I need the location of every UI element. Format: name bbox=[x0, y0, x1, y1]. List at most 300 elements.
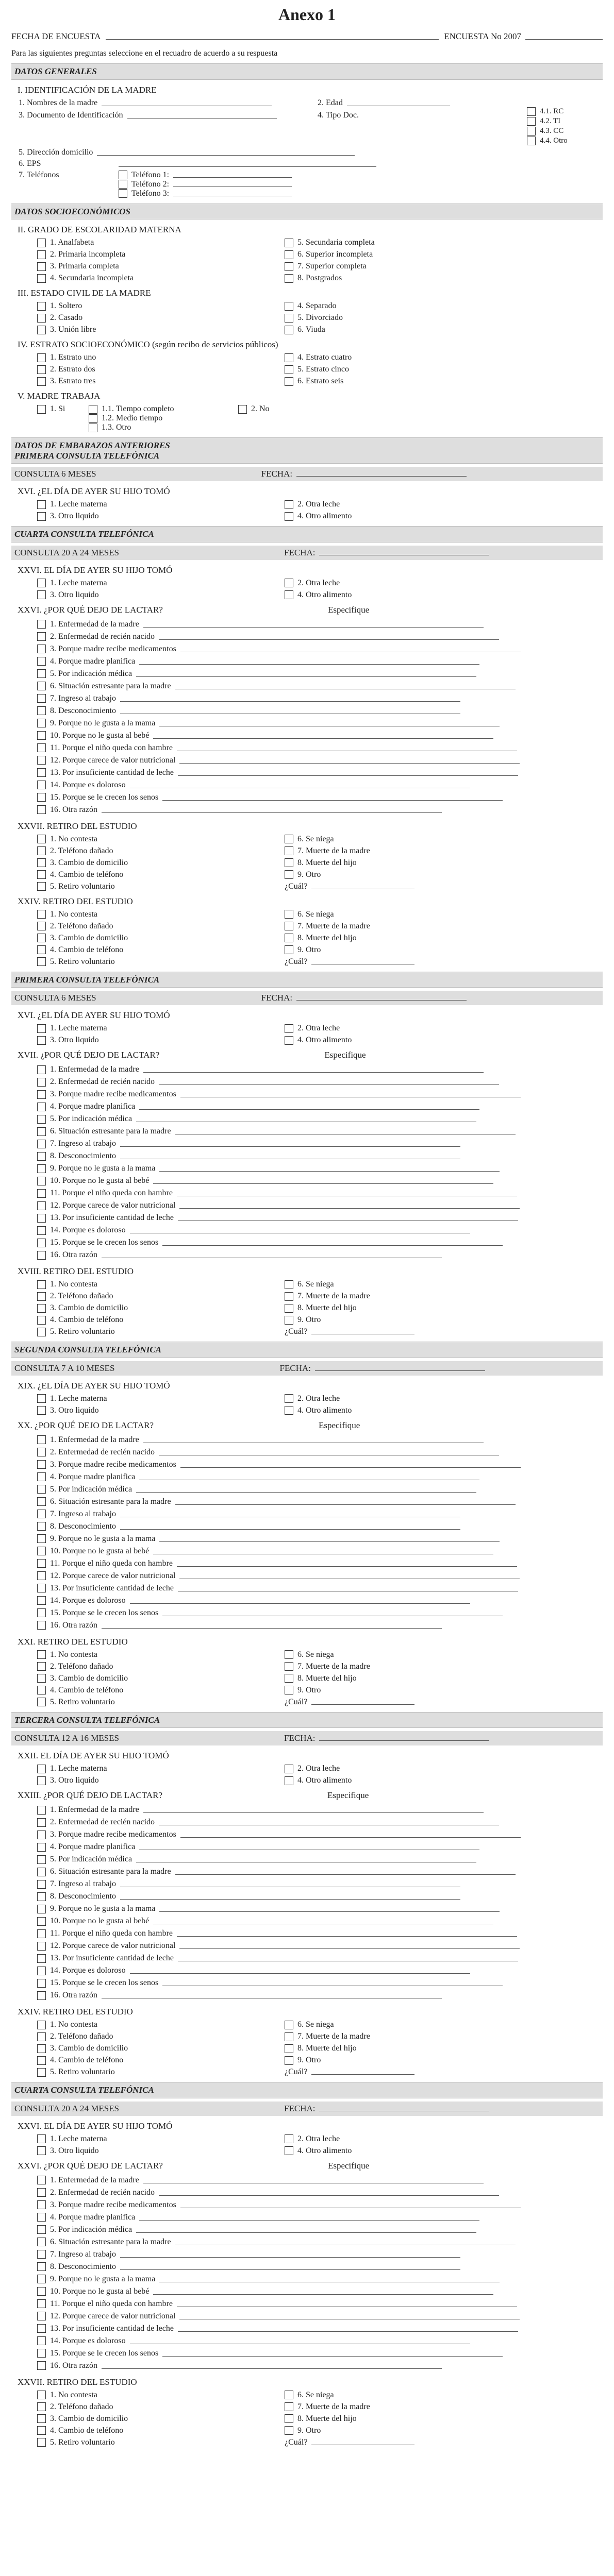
reason-checkbox[interactable] bbox=[37, 2238, 46, 2246]
reason-specify-field[interactable] bbox=[180, 1837, 521, 1838]
band-embarazos bbox=[11, 437, 603, 464]
reason-specify-field[interactable] bbox=[120, 1899, 460, 1900]
reason-specify-field[interactable] bbox=[120, 701, 460, 702]
reason-specify-field[interactable] bbox=[162, 2355, 503, 2357]
reason-checkbox[interactable] bbox=[37, 793, 46, 802]
reason-specify-field[interactable] bbox=[159, 1824, 499, 1825]
reason-specify-field[interactable] bbox=[180, 1467, 521, 1468]
reason-checkbox[interactable] bbox=[37, 2324, 46, 2333]
reason-specify-field[interactable] bbox=[139, 1849, 479, 1850]
checkbox-otro-trabajo[interactable] bbox=[89, 423, 97, 432]
reason-specify-field[interactable] bbox=[153, 1553, 493, 1554]
reason-specify-field[interactable] bbox=[162, 1985, 503, 1986]
option-checkbox[interactable] bbox=[285, 2044, 293, 2053]
reason-checkbox[interactable] bbox=[37, 731, 46, 740]
reason-checkbox[interactable] bbox=[37, 1892, 46, 1901]
reason-checkbox[interactable] bbox=[37, 781, 46, 789]
reason-checkbox[interactable] bbox=[37, 719, 46, 727]
option-checkbox[interactable] bbox=[285, 2426, 293, 2435]
reason-checkbox[interactable] bbox=[37, 1979, 46, 1988]
reason-checkbox[interactable] bbox=[37, 1065, 46, 1074]
reason-checkbox[interactable] bbox=[37, 1608, 46, 1617]
checkbox-ti[interactable] bbox=[527, 117, 536, 126]
edad-field[interactable] bbox=[347, 105, 450, 106]
reason-checkbox[interactable] bbox=[37, 1140, 46, 1148]
option-checkbox[interactable] bbox=[285, 1406, 293, 1415]
option-checkbox[interactable] bbox=[37, 2044, 46, 2053]
reason-specify-field[interactable] bbox=[178, 775, 518, 776]
reason-checkbox[interactable] bbox=[37, 2176, 46, 2184]
option-item bbox=[285, 238, 527, 247]
fecha-encuesta-field[interactable] bbox=[106, 39, 439, 40]
reason-checkbox[interactable] bbox=[37, 706, 46, 715]
option-checkbox[interactable] bbox=[285, 2414, 293, 2423]
cual-field[interactable] bbox=[311, 888, 414, 889]
option-checkbox[interactable] bbox=[285, 239, 293, 247]
eps-field[interactable] bbox=[119, 166, 376, 167]
reason-checkbox[interactable] bbox=[37, 2361, 46, 2370]
option-checkbox[interactable] bbox=[285, 377, 293, 386]
option-checkbox[interactable] bbox=[285, 1036, 293, 1045]
reason-specify-field[interactable] bbox=[153, 1923, 493, 1924]
option-checkbox[interactable] bbox=[285, 2402, 293, 2411]
reason-checkbox[interactable] bbox=[37, 756, 46, 765]
telefono-field[interactable] bbox=[173, 186, 292, 187]
reason-checkbox[interactable] bbox=[37, 1880, 46, 1889]
reason-checkbox[interactable] bbox=[37, 1472, 46, 1481]
option-checkbox[interactable] bbox=[285, 1662, 293, 1671]
reason-specify-field[interactable] bbox=[159, 725, 500, 726]
reason-checkbox[interactable] bbox=[37, 2312, 46, 2320]
reason-specify-field[interactable] bbox=[120, 1886, 460, 1887]
option-checkbox[interactable] bbox=[285, 365, 293, 374]
option-checkbox[interactable] bbox=[37, 314, 46, 323]
cual-field[interactable] bbox=[311, 963, 414, 964]
reason-specify-field[interactable] bbox=[120, 1158, 460, 1159]
option-checkbox[interactable] bbox=[37, 1650, 46, 1659]
option-checkbox[interactable] bbox=[37, 1394, 46, 1403]
reason-checkbox[interactable] bbox=[37, 1806, 46, 1815]
option-checkbox[interactable] bbox=[37, 858, 46, 867]
reason-checkbox[interactable] bbox=[37, 1917, 46, 1926]
reason-checkbox[interactable] bbox=[37, 1090, 46, 1099]
checkbox-trabaja-no[interactable] bbox=[238, 405, 247, 414]
reason-specify-field[interactable] bbox=[120, 1529, 460, 1530]
reason-specify-field[interactable] bbox=[179, 1578, 520, 1579]
reason-specify-field[interactable] bbox=[180, 651, 521, 652]
option-checkbox[interactable] bbox=[37, 2146, 46, 2155]
fecha-field[interactable] bbox=[319, 1740, 489, 1741]
reason-specify-field[interactable] bbox=[136, 676, 476, 677]
option-checkbox[interactable] bbox=[37, 1304, 46, 1313]
option-checkbox[interactable] bbox=[37, 1024, 46, 1033]
option-checkbox[interactable] bbox=[37, 870, 46, 879]
reason-checkbox[interactable] bbox=[37, 1868, 46, 1876]
option-checkbox[interactable] bbox=[285, 922, 293, 930]
option-checkbox[interactable] bbox=[285, 2021, 293, 2029]
reason-specify-field[interactable] bbox=[130, 1973, 470, 1974]
reason-checkbox[interactable] bbox=[37, 1991, 46, 2000]
checkbox-cc[interactable] bbox=[527, 127, 536, 135]
option-checkbox[interactable] bbox=[37, 2032, 46, 2041]
option-checkbox[interactable] bbox=[285, 2134, 293, 2143]
reason-specify-field[interactable] bbox=[175, 1504, 516, 1505]
reason-checkbox[interactable] bbox=[37, 1510, 46, 1518]
reason-checkbox[interactable] bbox=[37, 1596, 46, 1605]
reason-specify-field[interactable] bbox=[136, 1121, 476, 1122]
reason-checkbox[interactable] bbox=[37, 1522, 46, 1531]
reason-checkbox[interactable] bbox=[37, 2336, 46, 2345]
reason-checkbox[interactable] bbox=[37, 1621, 46, 1630]
checkbox-telefono-3[interactable] bbox=[119, 189, 127, 198]
documento-field[interactable] bbox=[127, 117, 277, 118]
fecha-field[interactable] bbox=[315, 1370, 485, 1371]
option-checkbox[interactable] bbox=[285, 512, 293, 521]
reason-checkbox[interactable] bbox=[37, 2213, 46, 2222]
reason-checkbox[interactable] bbox=[37, 743, 46, 752]
reason-specify-field[interactable] bbox=[179, 2318, 520, 2319]
reason-checkbox[interactable] bbox=[37, 1460, 46, 1469]
option-checkbox[interactable] bbox=[37, 1776, 46, 1785]
reason-checkbox[interactable] bbox=[37, 2188, 46, 2197]
option-checkbox[interactable] bbox=[37, 1765, 46, 1773]
reason-specify-field[interactable] bbox=[102, 1257, 442, 1258]
reason-checkbox[interactable] bbox=[37, 1103, 46, 1111]
reason-checkbox[interactable] bbox=[37, 694, 46, 703]
option-checkbox[interactable] bbox=[285, 302, 293, 311]
reason-specify-field[interactable] bbox=[175, 1133, 516, 1134]
checkbox-trabaja-si[interactable] bbox=[37, 405, 46, 414]
option-checkbox[interactable] bbox=[37, 1328, 46, 1336]
reason-checkbox[interactable] bbox=[37, 2275, 46, 2283]
option-checkbox[interactable] bbox=[37, 1662, 46, 1671]
option-checkbox[interactable] bbox=[37, 934, 46, 942]
reason-specify-field[interactable] bbox=[177, 750, 517, 751]
option-checkbox[interactable] bbox=[285, 1765, 293, 1773]
reason-specify-field[interactable] bbox=[143, 2182, 484, 2183]
option-checkbox[interactable] bbox=[37, 1698, 46, 1706]
checkbox-medio-tiempo[interactable] bbox=[89, 414, 97, 423]
option-checkbox[interactable] bbox=[37, 500, 46, 509]
reason-checkbox[interactable] bbox=[37, 2349, 46, 2358]
reason-specify-field[interactable] bbox=[139, 664, 479, 665]
reason-specify-field[interactable] bbox=[130, 2343, 470, 2344]
option-checkbox[interactable] bbox=[285, 262, 293, 271]
reason-specify-field[interactable] bbox=[143, 1812, 484, 1813]
reason-checkbox[interactable] bbox=[37, 1818, 46, 1827]
option-checkbox[interactable] bbox=[37, 2438, 46, 2447]
telefono-field[interactable] bbox=[173, 177, 292, 178]
option-checkbox[interactable] bbox=[285, 1280, 293, 1289]
reason-specify-field[interactable] bbox=[177, 1566, 517, 1567]
reason-specify-field[interactable] bbox=[178, 1960, 518, 1961]
reason-checkbox[interactable] bbox=[37, 1954, 46, 1963]
reason-specify-field[interactable] bbox=[120, 1516, 460, 1517]
reason-specify-field[interactable] bbox=[130, 1603, 470, 1604]
reason-specify-field[interactable] bbox=[162, 800, 503, 801]
reason-specify-field[interactable] bbox=[136, 2232, 476, 2233]
option-checkbox[interactable] bbox=[285, 835, 293, 843]
option-checkbox[interactable] bbox=[37, 1036, 46, 1045]
reason-specify-field[interactable] bbox=[130, 787, 470, 788]
reason-specify-field[interactable] bbox=[178, 2331, 518, 2332]
option-checkbox[interactable] bbox=[285, 858, 293, 867]
reason-specify-field[interactable] bbox=[175, 2244, 516, 2245]
reason-checkbox[interactable] bbox=[37, 1831, 46, 1839]
option-checkbox[interactable] bbox=[37, 239, 46, 247]
option-checkbox[interactable] bbox=[285, 1292, 293, 1301]
reason-specify-field[interactable] bbox=[139, 1479, 479, 1480]
reason-checkbox[interactable] bbox=[37, 1164, 46, 1173]
option-checkbox[interactable] bbox=[37, 2134, 46, 2143]
checkbox-telefono-1[interactable] bbox=[119, 171, 127, 179]
option-checkbox[interactable] bbox=[37, 590, 46, 599]
option-checkbox[interactable] bbox=[37, 1292, 46, 1301]
reason-checkbox[interactable] bbox=[37, 1497, 46, 1506]
option-checkbox[interactable] bbox=[37, 2391, 46, 2399]
fecha-field[interactable] bbox=[296, 476, 467, 477]
option-checkbox[interactable] bbox=[285, 1024, 293, 1033]
option-checkbox[interactable] bbox=[37, 957, 46, 966]
reason-specify-field[interactable] bbox=[159, 1084, 499, 1085]
reason-specify-field[interactable] bbox=[159, 1911, 500, 1912]
option-checkbox[interactable] bbox=[285, 500, 293, 509]
reason-specify-field[interactable] bbox=[139, 2219, 479, 2221]
reason-checkbox[interactable] bbox=[37, 2262, 46, 2271]
reason-specify-field[interactable] bbox=[162, 1245, 503, 1246]
reason-checkbox[interactable] bbox=[37, 620, 46, 629]
option-checkbox[interactable] bbox=[37, 882, 46, 891]
reason-specify-field[interactable] bbox=[179, 762, 520, 764]
reason-specify-field[interactable] bbox=[177, 1195, 517, 1196]
encuesta-number-field[interactable] bbox=[525, 39, 603, 40]
option-checkbox[interactable] bbox=[285, 590, 293, 599]
option-checkbox[interactable] bbox=[285, 1304, 293, 1313]
reason-specify-field[interactable] bbox=[102, 1997, 442, 1998]
reason-checkbox[interactable] bbox=[37, 1078, 46, 1087]
reason-checkbox[interactable] bbox=[37, 1855, 46, 1864]
fecha-field[interactable] bbox=[296, 999, 467, 1001]
reason-specify-field[interactable] bbox=[175, 688, 516, 689]
reason-checkbox[interactable] bbox=[37, 1226, 46, 1235]
reason-checkbox[interactable] bbox=[37, 1942, 46, 1951]
reason-checkbox[interactable] bbox=[37, 1115, 46, 1124]
option-checkbox[interactable] bbox=[37, 377, 46, 386]
reason-checkbox[interactable] bbox=[37, 1189, 46, 1198]
reason-checkbox[interactable] bbox=[37, 1251, 46, 1260]
option-checkbox[interactable] bbox=[37, 250, 46, 259]
reason-specify-field[interactable] bbox=[159, 1541, 500, 1542]
reason-checkbox[interactable] bbox=[37, 669, 46, 678]
reason-specify-field[interactable] bbox=[159, 2195, 499, 2196]
reason-checkbox[interactable] bbox=[37, 657, 46, 666]
reason-checkbox[interactable] bbox=[37, 2250, 46, 2259]
reason-specify-field[interactable] bbox=[120, 2269, 460, 2270]
reason-label: 6. Situación estresante para la madre bbox=[50, 1867, 171, 1876]
option-checkbox[interactable] bbox=[37, 910, 46, 919]
option-checkbox[interactable] bbox=[37, 302, 46, 311]
cual-field[interactable] bbox=[311, 2444, 414, 2445]
reason-specify-field[interactable] bbox=[175, 1874, 516, 1875]
option-checkbox[interactable] bbox=[285, 250, 293, 259]
option-checkbox[interactable] bbox=[285, 353, 293, 362]
option-checkbox[interactable] bbox=[37, 2021, 46, 2029]
option-checkbox[interactable] bbox=[37, 922, 46, 930]
reason-checkbox[interactable] bbox=[37, 1485, 46, 1494]
option-checkbox[interactable] bbox=[285, 2391, 293, 2399]
option-checkbox[interactable] bbox=[285, 1394, 293, 1403]
nombre-field[interactable] bbox=[102, 105, 272, 106]
option-checkbox[interactable] bbox=[285, 314, 293, 323]
option-checkbox[interactable] bbox=[37, 1674, 46, 1683]
reason-specify-field[interactable] bbox=[139, 1109, 479, 1110]
reason-specify-field[interactable] bbox=[153, 738, 493, 739]
checkbox-telefono-2[interactable] bbox=[119, 180, 127, 189]
reason-specify-field[interactable] bbox=[178, 1590, 518, 1591]
option-checkbox[interactable] bbox=[37, 2056, 46, 2065]
reason-specify-field[interactable] bbox=[120, 2257, 460, 2258]
reason-item bbox=[37, 1483, 603, 1496]
reason-checkbox[interactable] bbox=[37, 682, 46, 690]
reason-specify-field[interactable] bbox=[102, 2368, 442, 2369]
reason-checkbox[interactable] bbox=[37, 1201, 46, 1210]
reason-specify-field[interactable] bbox=[130, 1232, 470, 1233]
reason-label: 9. Porque no le gusta a la mama bbox=[50, 718, 156, 727]
reason-checkbox[interactable] bbox=[37, 1127, 46, 1136]
reason-specify-field[interactable] bbox=[143, 626, 484, 628]
reason-checkbox[interactable] bbox=[37, 1843, 46, 1852]
reason-checkbox[interactable] bbox=[37, 2287, 46, 2296]
option-checkbox[interactable] bbox=[37, 579, 46, 587]
reason-specify-field[interactable] bbox=[159, 1454, 499, 1455]
option-checkbox[interactable] bbox=[37, 1280, 46, 1289]
option-checkbox[interactable] bbox=[285, 1686, 293, 1694]
option-checkbox[interactable] bbox=[285, 846, 293, 855]
checkbox-rc[interactable] bbox=[527, 107, 536, 116]
option-checkbox[interactable] bbox=[37, 1316, 46, 1325]
option-checkbox[interactable] bbox=[37, 2068, 46, 2077]
option-checkbox[interactable] bbox=[37, 2426, 46, 2435]
option-checkbox[interactable] bbox=[37, 1686, 46, 1694]
option-checkbox[interactable] bbox=[285, 910, 293, 919]
reason-specify-field[interactable] bbox=[136, 1492, 476, 1493]
reason-specify-field[interactable] bbox=[143, 1442, 484, 1443]
option-label: 9. Otro bbox=[297, 870, 321, 879]
reason-specify-field[interactable] bbox=[102, 1628, 442, 1629]
reason-specify-field[interactable] bbox=[180, 2207, 521, 2208]
reason-checkbox[interactable] bbox=[37, 2225, 46, 2234]
option-checkbox[interactable] bbox=[285, 1674, 293, 1683]
option-checkbox[interactable] bbox=[285, 870, 293, 879]
option-checkbox[interactable] bbox=[37, 353, 46, 362]
reason-checkbox[interactable] bbox=[37, 805, 46, 814]
option-checkbox[interactable] bbox=[37, 365, 46, 374]
reason-item bbox=[37, 1878, 603, 1890]
reason-checkbox[interactable] bbox=[37, 1547, 46, 1555]
fecha-field[interactable] bbox=[319, 554, 489, 555]
fecha-field[interactable] bbox=[319, 2110, 489, 2111]
reason-checkbox[interactable] bbox=[37, 1534, 46, 1543]
option-checkbox[interactable] bbox=[285, 2056, 293, 2065]
checkbox-otro[interactable] bbox=[527, 137, 536, 145]
reason-checkbox[interactable] bbox=[37, 1559, 46, 1568]
reason-checkbox[interactable] bbox=[37, 1214, 46, 1223]
option-checkbox[interactable] bbox=[37, 512, 46, 521]
option-checkbox[interactable] bbox=[285, 274, 293, 283]
option-checkbox[interactable] bbox=[37, 326, 46, 334]
option-checkbox[interactable] bbox=[37, 2414, 46, 2423]
reason-checkbox[interactable] bbox=[37, 1967, 46, 1975]
cual-field[interactable] bbox=[311, 2074, 414, 2075]
reason-checkbox[interactable] bbox=[37, 1584, 46, 1592]
option-checkbox[interactable] bbox=[285, 579, 293, 587]
reason-checkbox[interactable] bbox=[37, 1448, 46, 1456]
direccion-field[interactable] bbox=[97, 155, 355, 156]
telefono-field[interactable] bbox=[173, 195, 292, 196]
reason-checkbox[interactable] bbox=[37, 1929, 46, 1938]
reason-specify-field[interactable] bbox=[159, 1171, 500, 1172]
reason-checkbox[interactable] bbox=[37, 768, 46, 777]
reason-specify-field[interactable] bbox=[120, 713, 460, 714]
reason-checkbox[interactable] bbox=[37, 1152, 46, 1161]
reason-specify-field[interactable] bbox=[120, 1146, 460, 1147]
reason-specify-field[interactable] bbox=[177, 2306, 517, 2307]
reason-checkbox[interactable] bbox=[37, 2200, 46, 2209]
option-checkbox[interactable] bbox=[37, 835, 46, 843]
reason-specify-field[interactable] bbox=[153, 1183, 493, 1184]
reason-specify-field[interactable] bbox=[179, 1208, 520, 1209]
reason-specify-field[interactable] bbox=[143, 1072, 484, 1073]
reason-specify-field[interactable] bbox=[159, 639, 499, 640]
reason-checkbox[interactable] bbox=[37, 632, 46, 641]
reason-checkbox[interactable] bbox=[37, 1571, 46, 1580]
option-checkbox[interactable] bbox=[285, 1316, 293, 1325]
option-checkbox[interactable] bbox=[37, 274, 46, 283]
option-checkbox[interactable] bbox=[37, 846, 46, 855]
option-checkbox[interactable] bbox=[285, 934, 293, 942]
reason-specify-field[interactable] bbox=[136, 1861, 476, 1862]
reason-checkbox[interactable] bbox=[37, 1435, 46, 1444]
reason-checkbox[interactable] bbox=[37, 1239, 46, 1247]
reason-checkbox[interactable] bbox=[37, 1177, 46, 1185]
option-checkbox[interactable] bbox=[37, 2402, 46, 2411]
reason-specify-field[interactable] bbox=[180, 1096, 521, 1097]
option-checkbox[interactable] bbox=[285, 1776, 293, 1785]
option-checkbox[interactable] bbox=[37, 1406, 46, 1415]
option-checkbox[interactable] bbox=[285, 2032, 293, 2041]
reason-specify-field[interactable] bbox=[162, 1615, 503, 1616]
reason-checkbox[interactable] bbox=[37, 2299, 46, 2308]
option-checkbox[interactable] bbox=[285, 1650, 293, 1659]
reason-label: 8. Desconocimiento bbox=[50, 706, 116, 715]
reason-specify-field[interactable] bbox=[178, 1220, 518, 1221]
reason-checkbox[interactable] bbox=[37, 645, 46, 653]
option-checkbox[interactable] bbox=[285, 326, 293, 334]
reason-specify-field[interactable] bbox=[153, 2294, 493, 2295]
checkbox-tiempo-completo[interactable] bbox=[89, 405, 97, 414]
option-checkbox[interactable] bbox=[285, 945, 293, 954]
reason-specify-field[interactable] bbox=[159, 2281, 500, 2282]
reason-specify-field[interactable] bbox=[177, 1936, 517, 1937]
option-checkbox[interactable] bbox=[285, 2146, 293, 2155]
cual-field[interactable] bbox=[311, 1704, 414, 1705]
reason-specify-field[interactable] bbox=[102, 812, 442, 813]
reason-checkbox[interactable] bbox=[37, 1905, 46, 1913]
cual-field[interactable] bbox=[311, 1333, 414, 1334]
reason-specify-field[interactable] bbox=[179, 1948, 520, 1949]
option-checkbox[interactable] bbox=[37, 262, 46, 271]
option-checkbox[interactable] bbox=[37, 945, 46, 954]
